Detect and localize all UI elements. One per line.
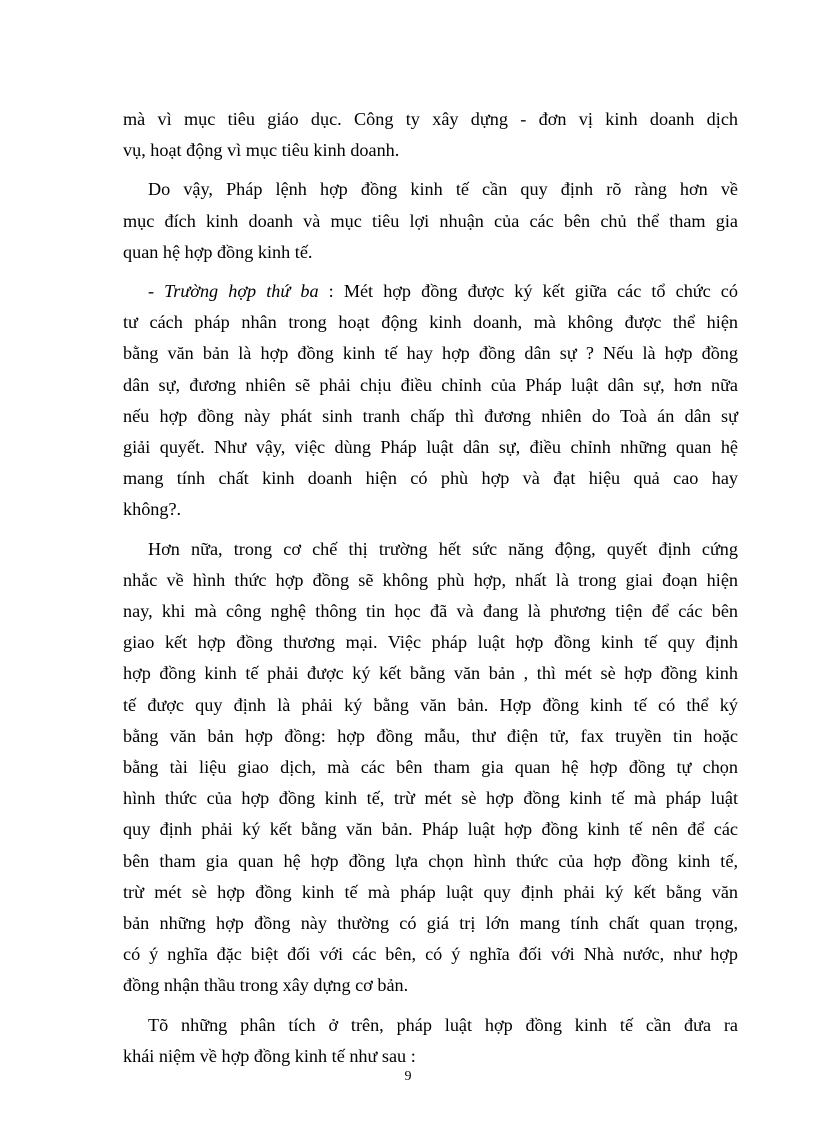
text-line: mà vì mục tiêu giáo dục. Công ty xây dựng - đơn vị kinh doanh dịch [123, 109, 738, 129]
page-number: 9 [404, 1069, 412, 1084]
text-line: tế được quy định là phải ký bằng văn bản. Hợp đồng kinh tế có thể ký [123, 694, 738, 715]
text-line: khái niệm về hợp đồng kinh tế như sau : [123, 1045, 416, 1066]
text-line: vụ, hoạt động vì mục tiêu kinh doanh. [123, 140, 400, 161]
text-line: đồng nhận thầu trong xây dựng cơ bản. [123, 975, 409, 996]
case-heading-rest: : Mét hợp đồng được ký kết giữa các tổ chức có [318, 281, 738, 302]
text-line: bên tham gia quan hệ hợp đồng lựa chọn hình thức của hợp đồng kinh tế, [123, 850, 738, 871]
text-line: mục đích kinh doanh và mục tiêu lợi nhuận của các bên chủ thể tham gia [123, 210, 738, 231]
text-line: tư cách pháp nhân trong hoạt động kinh doanh, mà không được thể hiện [123, 312, 738, 333]
text-line: bằng tài liệu giao dịch, mà các bên tham gia quan hệ hợp đồng tự chọn [123, 757, 738, 778]
case-heading: - Trường hợp thứ ba [148, 281, 319, 302]
text-line: Tõ những phân tích ở trên, pháp luật hợp đồng kinh tế cần đưa ra [148, 1014, 738, 1035]
text-line: nếu hợp đồng này phát sinh tranh chấp thì đương nhiên do Toà án dân sự [123, 405, 738, 426]
paragraph [123, 534, 738, 1002]
paragraph [123, 1010, 738, 1072]
text-line: dân sự, đương nhiên sẽ phải chịu điều chỉnh của Pháp luật dân sự, hơn nữa [123, 374, 738, 395]
text-line: hợp đồng kinh tế phải được ký kết bằng văn bản , thì mét sè hợp đồng kinh [123, 663, 738, 684]
text-line: quy định phải ký kết bằng văn bản. Pháp luật hợp đồng kinh tế nên để các [123, 819, 738, 840]
text-line: bằng văn bản là hợp đồng kinh tế hay hợp đồng dân sự ? Nếu là hợp đồng [123, 343, 738, 364]
text-line [123, 276, 738, 307]
text-line: hình thức của hợp đồng kinh tế, trừ mét sè hợp đồng kinh tế mà pháp luật [123, 788, 738, 809]
text-line: giải quyết. Như vậy, việc dùng Pháp luật dân sự, điều chỉnh những quan hệ [123, 437, 738, 458]
paragraph [123, 174, 738, 268]
text-line: có ý nghĩa đặc biệt đối với các bên, có ý nghĩa đối với Nhà nước, như hợp [123, 944, 738, 965]
paragraph-case-three [123, 276, 738, 526]
paragraph-continuation [123, 104, 738, 166]
text-line: Hơn nữa, trong cơ chế thị trường hết sức năng động, quyết định cứng [148, 538, 738, 559]
document-page-body [123, 104, 738, 1072]
text-line: Do vậy, Pháp lệnh hợp đồng kinh tế cần quy định rõ ràng hơn về [148, 179, 738, 200]
text-line: quan hệ hợp đồng kinh tế. [123, 241, 313, 262]
text-line: không?. [123, 499, 182, 520]
text-line: nay, khi mà công nghệ thông tin học đã và đang là phương tiện để các bên [123, 601, 738, 622]
text-line: nhắc về hình thức hợp đồng sẽ không phù hợp, nhất là trong giai đoạn hiện [123, 569, 738, 590]
text-line: mang tính chất kinh doanh hiện có phù hợp và đạt hiệu quả cao hay [123, 468, 738, 489]
text-line: bản những hợp đồng này thường có giá trị lớn mang tính chất quan trọng, [123, 913, 738, 934]
text-line: bằng văn bản hợp đồng: hợp đồng mẫu, thư điện tử, fax truyền tin hoặc [123, 725, 738, 746]
text-line: trừ mét sè hợp đồng kinh tế mà pháp luật quy định phải ký kết bằng văn [123, 881, 738, 902]
text-line: giao kết hợp đồng thương mại. Việc pháp luật hợp đồng kinh tế quy định [123, 632, 738, 653]
